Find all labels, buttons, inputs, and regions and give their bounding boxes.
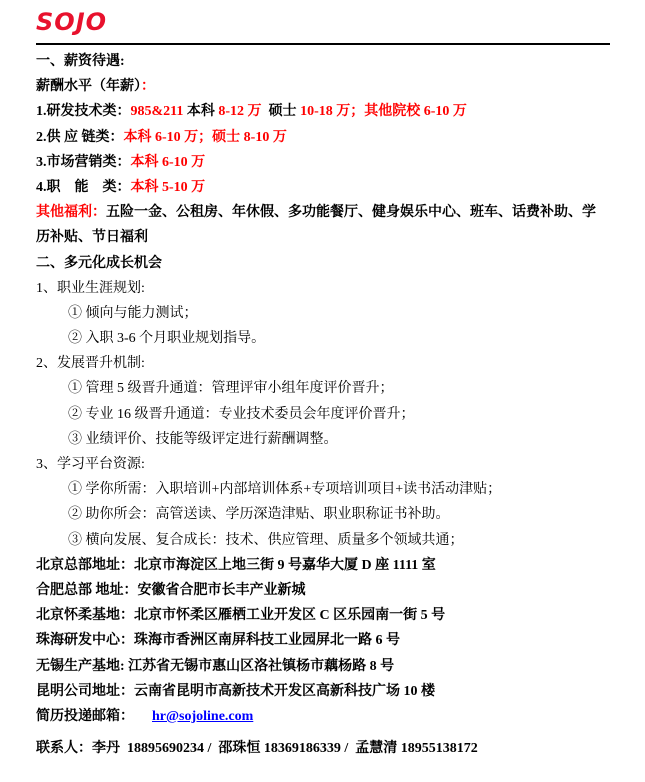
contacts-line [0, 736, 645, 761]
section-2-heading [0, 251, 645, 276]
learning-item-1: ① 学你所需：入职培训+内部培训体系+专项培训项目+读书活动津贴； [68, 482, 502, 498]
benefits-text-2: 历补贴、节日福利 [36, 230, 148, 246]
promotion-item-1: ① 管理 5 级晋升通道：管理评审小组年度评价晋升； [68, 381, 394, 397]
email-label: 简历投递邮箱： [36, 708, 134, 724]
salary-rd-bachelor-label: 本科 [186, 104, 219, 120]
contacts-text: 联系人：李丹 18895690234 / 邵珠恒 18369186339 / 孟慧清 18955138172 [36, 741, 478, 757]
promotion-title: 2、发展晋升机制: [36, 356, 145, 372]
salary-level-line [0, 74, 645, 99]
salary-marketing-label: 3.市场营销类： [36, 154, 131, 170]
salary-marketing-value: 本科 6-10 万 [130, 154, 206, 170]
document-body [0, 49, 645, 761]
salary-rd-label: 1.研发技术类： [36, 104, 131, 120]
salary-functional-value: 本科 5-10 万 [130, 179, 206, 195]
learning-item-2: ② 助你所会：高管送读、学历深造津贴、职业职称证书补助。 [68, 507, 450, 523]
learning-item-3: ③ 横向发展、复合成长：技术、供应管理、质量多个领域共通； [68, 532, 464, 548]
salary-rd-master-range: 10-18 万；其他院校 6-10 万 [300, 104, 467, 120]
email-line [0, 704, 645, 729]
salary-level-colon: ： [141, 79, 155, 95]
promotion-item-2: ② 专业 16 级晋升通道：专业技术委员会年度评价晋升； [68, 406, 415, 422]
career-item-1: ① 倾向与能力测试； [68, 305, 198, 321]
benefits-line-1 [0, 200, 645, 225]
salary-rd-master-label: 硕士 [268, 104, 301, 120]
address-kunming-office: 昆明公司地址：云南省昆明市高新技术开发区高新科技广场 10 楼 [36, 683, 435, 699]
career-planning-title: 1、职业生涯规划: [36, 280, 145, 296]
salary-functional-label: 4.职 能 类： [36, 179, 131, 195]
career-item-2: ② 入职 3-6 个月职业规划指导。 [68, 331, 266, 347]
salary-functional-line [0, 175, 645, 200]
benefits-text-1: 五险一金、公租房、年休假、多功能餐厅、健身娱乐中心、班车、话费补助、学 [106, 205, 596, 221]
section-1-heading-text: 一、薪资待遇: [36, 54, 125, 69]
company-logo: SOJO [36, 8, 108, 36]
address-wuxi-base: 无锡生产基地: 江苏省无锡市惠山区洛社镇杨市藕杨路 8 号 [36, 658, 395, 674]
address-zhuhai-rd-center: 珠海研发中心：珠海市香洲区南屏科技工业园屏北一路 6 号 [36, 633, 400, 649]
salary-level-label: 薪酬水平（年薪） [36, 79, 141, 95]
section-2-heading-text: 二、多元化成长机会 [36, 255, 162, 271]
learning-title: 3、学习平台资源: [36, 457, 145, 472]
salary-supply-label: 2.供 应 链类： [36, 129, 124, 145]
section-1-heading [0, 49, 645, 74]
benefits-label: 其他福利： [36, 205, 106, 221]
email-link[interactable]: hr@sojoline.com [152, 708, 254, 724]
salary-supply-line [0, 125, 645, 150]
address-hefei-hq: 合肥总部 地址：安徽省合肥市长丰产业新城 [36, 582, 306, 598]
salary-supply-value: 本科 6-10 万；硕士 8-10 万 [123, 129, 287, 145]
benefits-line-2 [0, 225, 645, 250]
promotion-item-3: ③ 业绩评价、技能等级评定进行薪酬调整。 [68, 431, 338, 447]
salary-rd-line [0, 99, 645, 124]
salary-rd-bachelor-range: 8-12 万 [218, 104, 269, 120]
address-huairou-base: 北京怀柔基地：北京市怀柔区雁栖工业开发区 C 区乐园南一街 5 号 [36, 608, 446, 624]
salary-rd-schools: 985&211 [130, 104, 187, 120]
address-beijing-hq: 北京总部地址：北京市海淀区上地三街 9 号嘉华大厦 D 座 1111 室 [36, 557, 436, 573]
salary-marketing-line [0, 150, 645, 175]
header-divider [36, 43, 610, 45]
